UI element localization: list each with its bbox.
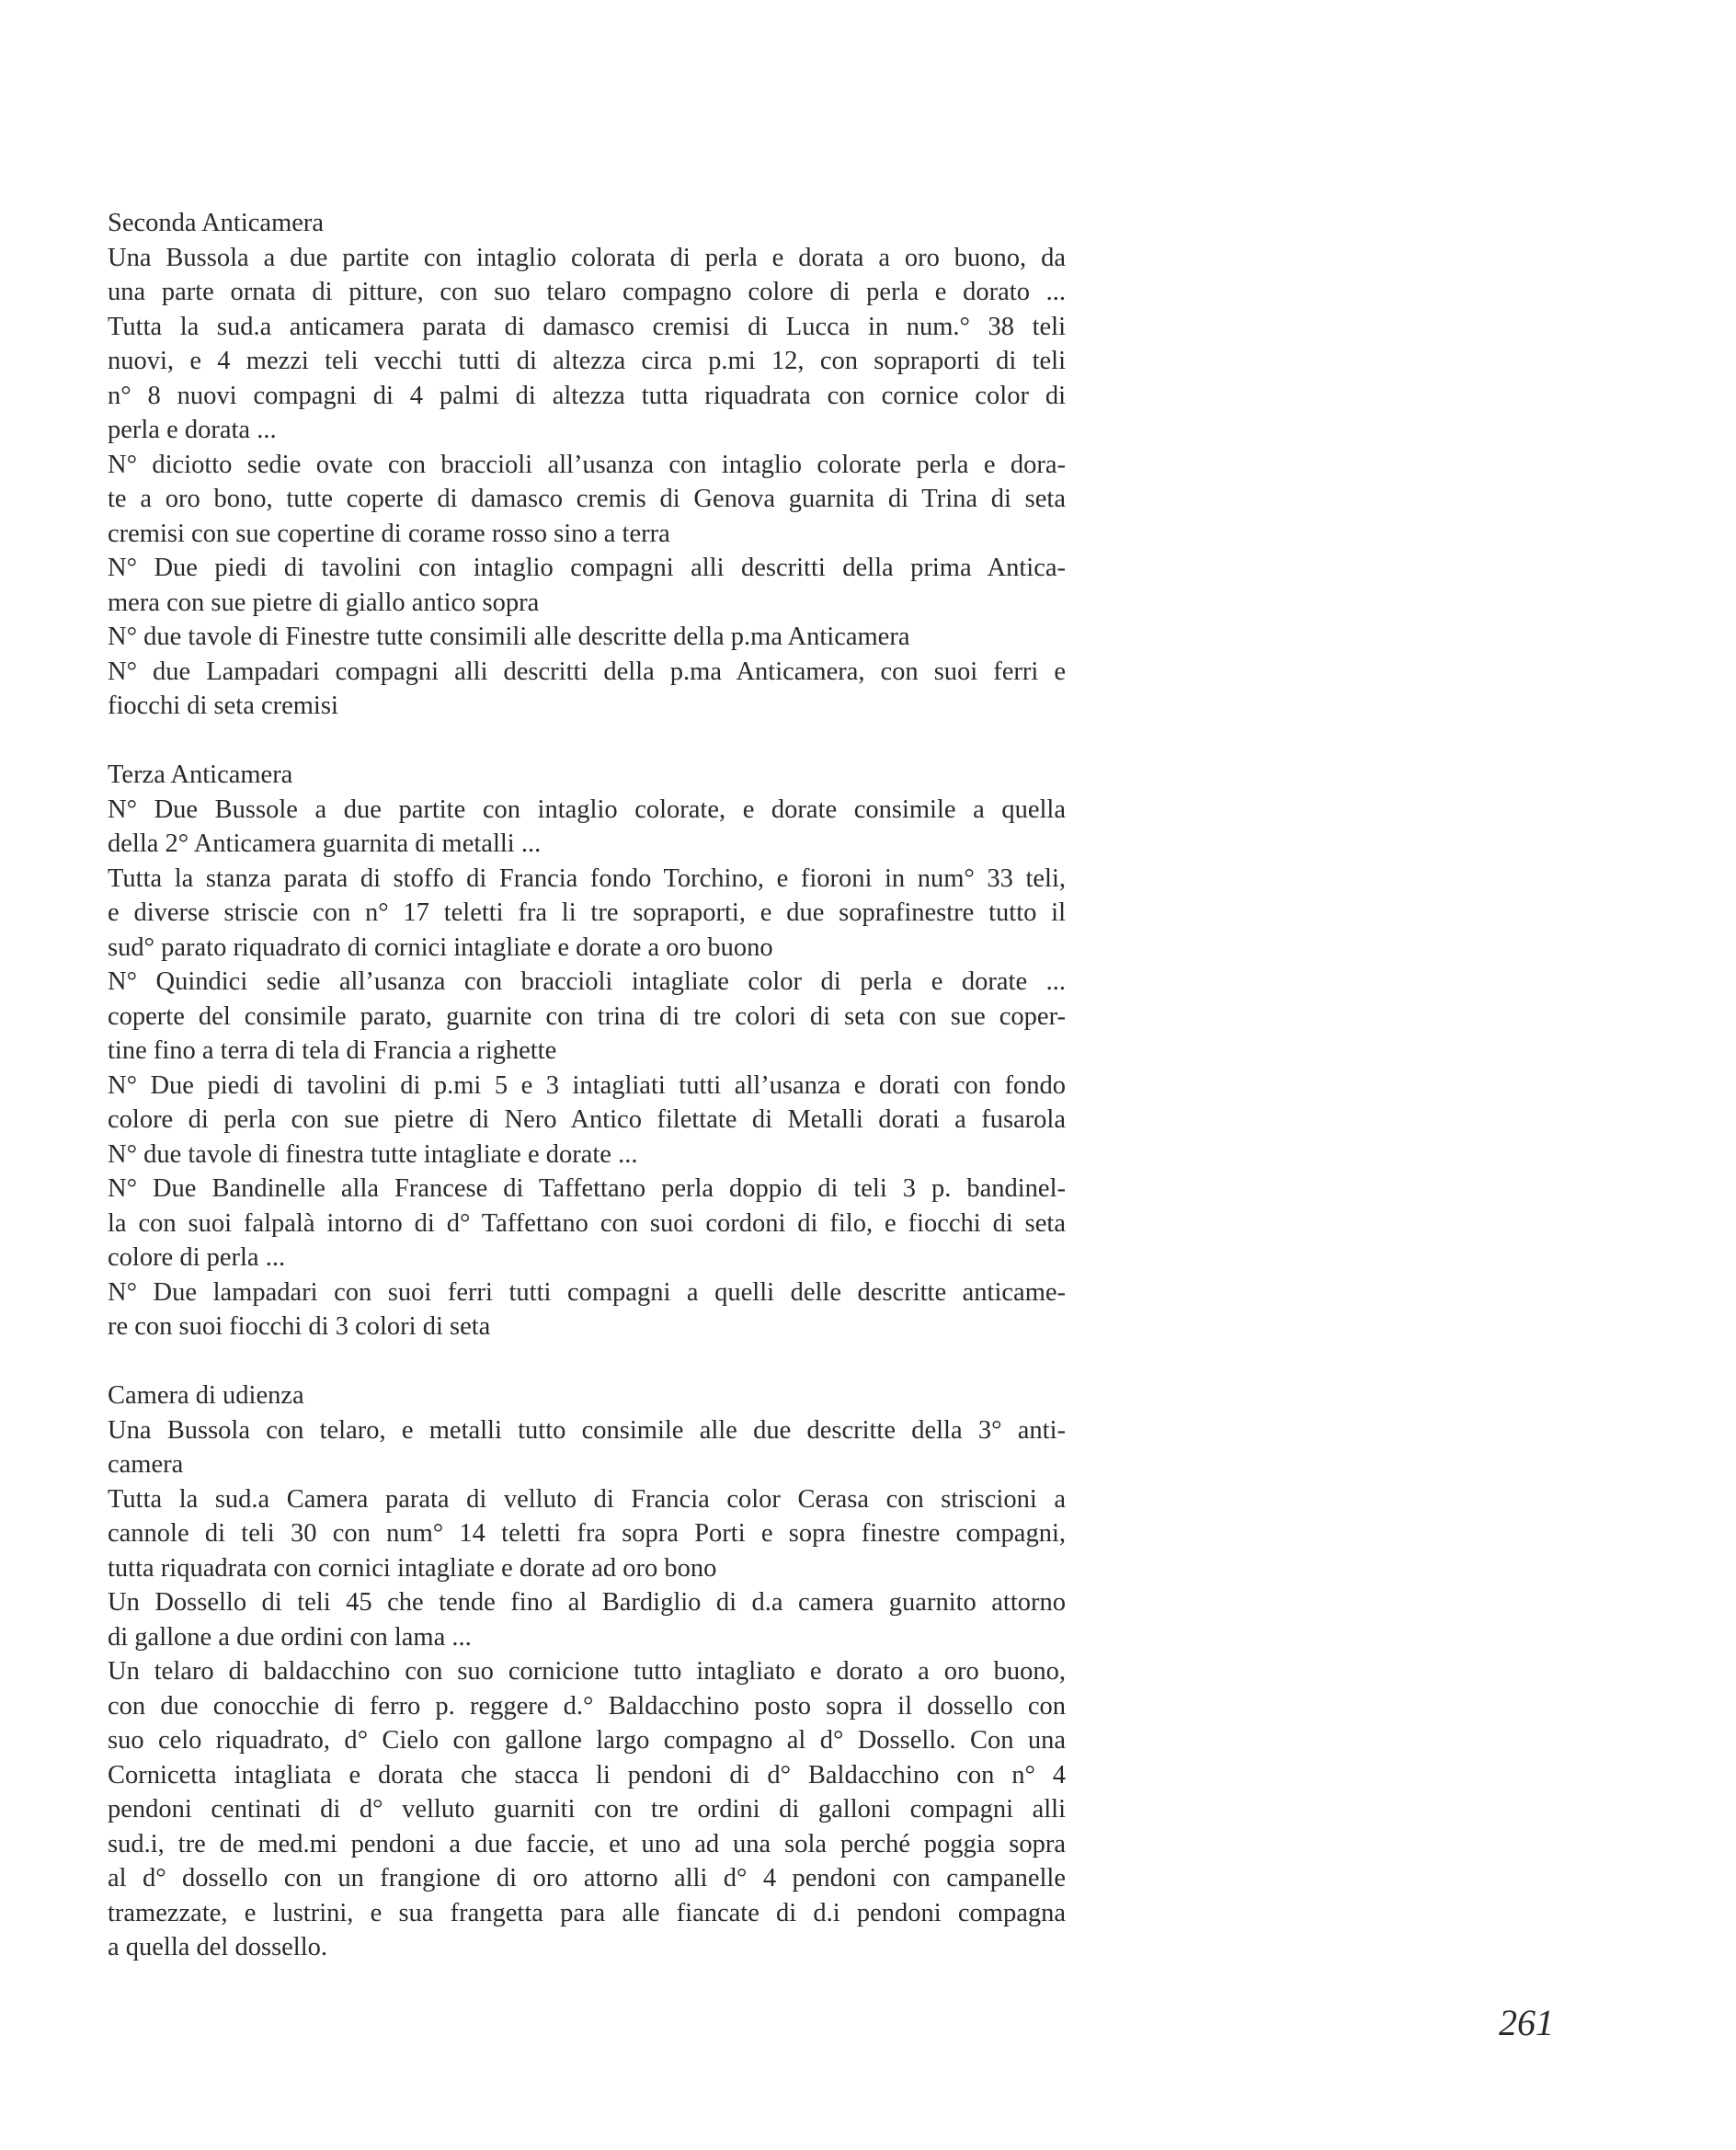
text-line: di gallone a due ordini con lama ...	[108, 1622, 472, 1652]
text-line: Tutta la sud.a anticamera parata di damasco cremisi di Lucca in num.° 38 teli	[108, 312, 1066, 341]
text-line: Una Bussola a due partite con intaglio colorata di perla e dorata a oro buono, da	[108, 243, 1066, 272]
text-line: con due conocchie di ferro p. reggere d.° Baldacchino posto sopra il dossello con	[108, 1691, 1066, 1721]
text-line: Cornicetta intagliata e dorata che stacca li pendoni di d° Baldacchino con n° 4	[108, 1760, 1066, 1790]
text-line: e diverse striscie con n° 17 teletti fra li tre sopraporti, e due soprafinestre tutto il	[108, 898, 1066, 927]
text-line: n° 8 nuovi compagni di 4 palmi di altezza tutta riquadrata con cornice color di	[108, 381, 1066, 410]
text-line: al d° dossello con un frangione di oro attorno alli d° 4 pendoni con campanelle	[108, 1864, 1066, 1893]
text-line: tutta riquadrata con cornici intagliate e dorate ad oro bono	[108, 1553, 717, 1583]
text-line: sud° parato riquadrato di cornici intagliate e dorate a oro buono	[108, 932, 773, 962]
text-line: cremisi con sue copertine di corame rosso sino a terra	[108, 519, 670, 548]
text-line: Una Bussola con telaro, e metalli tutto consimile alle due descritte della 3° anti-	[108, 1415, 1066, 1445]
text-line: pendoni centinati di d° velluto guarniti con tre ordini di galloni compagni alli	[108, 1795, 1066, 1824]
section-heading: Seconda Anticamera	[108, 209, 325, 237]
text-line: cannole di teli 30 con num° 14 teletti fra sopra Porti e sopra finestre compagni,	[108, 1519, 1066, 1548]
text-line: una parte ornata di pitture, con suo telaro compagno colore di perla e dorato ...	[108, 278, 1066, 306]
text-line: fiocchi di seta cremisi	[108, 692, 338, 720]
inventory-section	[108, 758, 1066, 1344]
text-line: tine fino a terra di tela di Francia a righette	[108, 1036, 557, 1065]
text-line: Un Dossello di teli 45 che tende fino al Bardiglio di d.a camera guarnito attorno	[108, 1588, 1066, 1617]
text-line: N° Due Bussole a due partite con intaglio colorate, e dorate consimile a quella	[108, 795, 1066, 824]
text-line: coperte del consimile parato, guarnite con trina di tre colori di seta con sue coper-	[108, 1001, 1066, 1031]
text-line: della 2° Anticamera guarnita di metalli ...	[108, 829, 542, 858]
inventory-section	[108, 206, 1066, 724]
text-line: Tutta la stanza parata di stoffo di Francia fondo Torchino, e fioroni in num° 33 teli,	[108, 863, 1066, 893]
text-line: N° due tavole di finestra tutte intagliate e dorate ...	[108, 1139, 638, 1169]
text-line: perla e dorata ...	[108, 416, 277, 444]
text-line: colore di perla ...	[108, 1243, 286, 1272]
text-line: N° Quindici sedie all’usanza con braccioli intagliate color di perla e dorate ...	[108, 967, 1066, 996]
inventory-text	[108, 206, 1066, 1965]
text-line: Tutta la sud.a Camera parata di velluto di Francia color Cerasa con striscioni a	[108, 1484, 1066, 1514]
text-line: sud.i, tre de med.mi pendoni a due faccie, et uno ad una sola perché poggia sopra	[108, 1829, 1066, 1858]
section-heading: Camera di udienza	[108, 1381, 304, 1410]
text-line: colore di perla con sue pietre di Nero Antico filettate di Metalli dorati a fusarola	[108, 1105, 1066, 1134]
text-line: N° due Lampadari compagni alli descritti della p.ma Anticamera, con suoi ferri e	[108, 657, 1066, 686]
text-line: nuovi, e 4 mezzi teli vecchi tutti di altezza circa p.mi 12, con sopraporti di teli	[108, 347, 1066, 375]
text-line: Un telaro di baldacchino con suo cornicione tutto intagliato e dorato a oro buono,	[108, 1657, 1066, 1686]
text-line: N° diciotto sedie ovate con braccioli all’usanza con intaglio colorate perla e dora-	[108, 450, 1066, 479]
text-line: N° Due piedi di tavolini di p.mi 5 e 3 intagliati tutti all’usanza e dorati con fondo	[108, 1070, 1066, 1100]
text-line: suo celo riquadrato, d° Cielo con gallone largo compagno al d° Dossello. Con una	[108, 1726, 1066, 1755]
text-line: N° Due lampadari con suoi ferri tutti compagni a quelli delle descritte anticame-	[108, 1277, 1066, 1307]
text-line: re con suoi fiocchi di 3 colori di seta	[108, 1312, 491, 1341]
text-line: tramezzate, e lustrini, e sua frangetta para alle fiancate di d.i pendoni compagna	[108, 1898, 1066, 1927]
text-line: la con suoi falpalà intorno di d° Taffettano con suoi cordoni di filo, e fiocchi di seta	[108, 1208, 1066, 1238]
section-heading: Terza Anticamera	[108, 761, 293, 789]
text-line: N° Due piedi di tavolini con intaglio compagni alli descritti della prima Antica-	[108, 554, 1066, 582]
text-line: mera con sue pietre di giallo antico sopra	[108, 588, 540, 617]
page-number: 261	[1499, 2002, 1554, 2043]
text-line: N° Due Bandinelle alla Francese di Taffettano perla doppio di teli 3 p. bandinel-	[108, 1174, 1066, 1203]
text-line: te a oro bono, tutte coperte di damasco cremis di Genova guarnita di Trina di seta	[108, 485, 1066, 513]
text-line: camera	[108, 1450, 184, 1479]
text-line: N° due tavole di Finestre tutte consimili alle descritte della p.ma Anticamera	[108, 623, 910, 651]
text-line: a quella del dossello.	[108, 1933, 328, 1961]
inventory-section	[108, 1378, 1066, 1965]
